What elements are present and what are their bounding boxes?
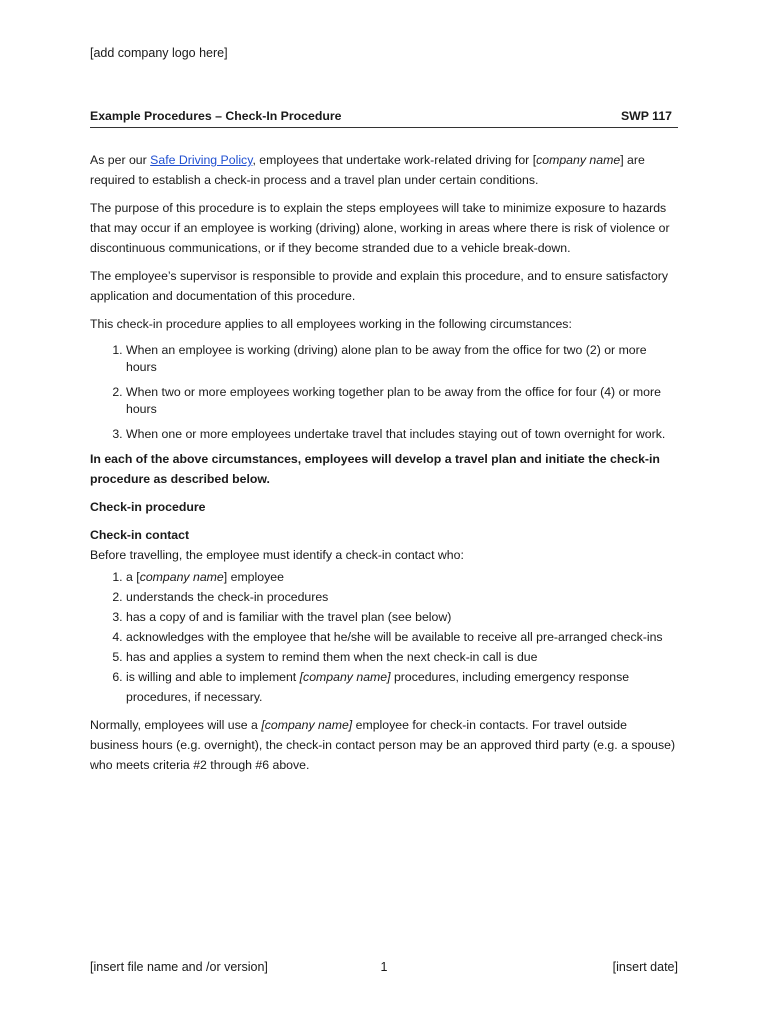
document-header	[90, 109, 678, 128]
applies-paragraph: This check-in procedure applies to all employees working in the following circumstances:	[90, 317, 572, 331]
page-number: 1	[380, 960, 388, 974]
normally-suffix: employee for check-in contacts. For travel outside business hours (e.g. overnight), the check-in contact person may be an approved third party (e.g. a spouse) who meets criteria #2 through #6 above.	[90, 718, 676, 772]
list-item: 5. has and applies a system to remind them when the next check-in call is due	[126, 647, 678, 667]
criteria-text: is willing and able to implement	[126, 670, 300, 684]
normally-paragraph	[90, 715, 678, 775]
footer-date: [insert date]	[612, 960, 678, 974]
intro-prefix: As per our	[90, 153, 151, 167]
company-placeholder: [company name]	[261, 718, 353, 732]
footer-file-version: [insert file name and /or version]	[90, 960, 268, 974]
intro-company-placeholder: company name	[536, 153, 621, 167]
criteria-text: ] employee	[223, 570, 284, 584]
document-body	[90, 150, 678, 783]
supervisor-paragraph: The employee’s supervisor is responsible to provide and explain this procedure, and to ensure satisfactory application and documentation of this procedure.	[90, 269, 669, 303]
document-code: SWP 117	[620, 109, 672, 123]
company-placeholder: company name	[139, 570, 224, 584]
intro-suffix: ] are required to establish a check-in process and a travel plan under certain conditions.	[90, 153, 645, 187]
section-heading: Check-in procedure	[90, 500, 206, 514]
logo-placeholder: [add company logo here]	[90, 46, 228, 60]
intro-middle: , employees that undertake work-related driving for [	[252, 153, 537, 167]
list-item	[126, 567, 678, 587]
list-item: 3. When one or more employees undertake travel that includes staying out of town overnight for work.	[126, 426, 678, 443]
criteria-text: procedures, including emergency response procedures, if necessary.	[126, 670, 630, 704]
intro-paragraph	[90, 150, 678, 190]
contact-heading: Check-in contact	[90, 528, 190, 542]
safe-driving-policy-link[interactable]: Safe Driving Policy	[150, 153, 253, 167]
list-item: 2. When two or more employees working together plan to be away from the office for four (4) or more hours	[126, 384, 678, 418]
document-title: Example Procedures – Check-In Procedure	[90, 109, 342, 123]
list-item: 4. acknowledges with the employee that he/she will be available to receive all pre-arranged check-ins	[126, 627, 678, 647]
bold-statement: In each of the above circumstances, employees will develop a travel plan and initiate the check-in procedure as described below.	[90, 452, 660, 486]
document-footer	[90, 960, 678, 974]
circumstances-list	[90, 342, 678, 443]
contact-criteria-list	[90, 567, 678, 707]
list-item: 2. understands the check-in procedures	[126, 587, 678, 607]
contact-intro: Before travelling, the employee must identify a check-in contact who:	[90, 548, 464, 562]
list-item: 1. When an employee is working (driving) alone plan to be away from the office for two (2) or more hours	[126, 342, 678, 376]
normally-prefix: Normally, employees will use a	[90, 718, 262, 732]
company-placeholder: [company name]	[299, 670, 391, 684]
criteria-text: a [	[126, 570, 140, 584]
list-item	[126, 667, 678, 707]
list-item: 3. has a copy of and is familiar with the travel plan (see below)	[126, 607, 678, 627]
purpose-paragraph: The purpose of this procedure is to explain the steps employees will take to minimize exposure to hazards that may occur if an employee is working (driving) alone, working in areas where there is risk of violence or discontinuous communications, or if they become stranded due to a vehicle break-down.	[90, 201, 670, 255]
